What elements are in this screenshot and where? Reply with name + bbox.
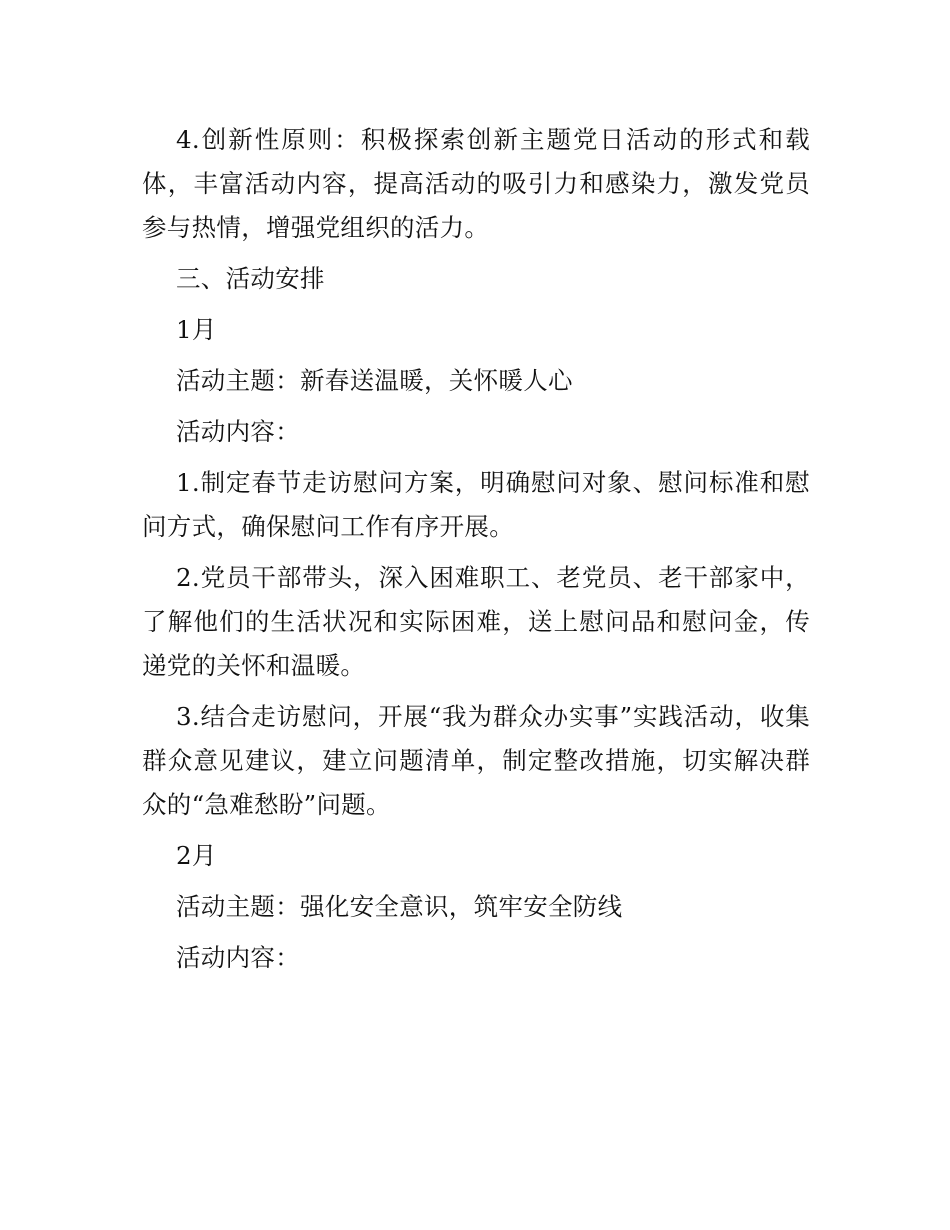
- month-heading-january: 1月: [176, 315, 217, 344]
- january-activity-theme: 活动主题：新春送温暖，关怀暖人心: [176, 366, 573, 395]
- document-body: [142, 118, 810, 980]
- january-item-3: 3.结合走访慰问，开展“我为群众办实事”实践活动，收集群众意见建议，建立问题清单，制定整改措施，切实解决群众的“急难愁盼”问题。: [142, 702, 810, 819]
- january-item-2: 2.党员干部带头，深入困难职工、老党员、老干部家中，了解他们的生活状况和实际困难，送上慰问品和慰问金，传递党的关怀和温暖。: [142, 563, 810, 680]
- january-activity-content-label: 活动内容：: [176, 417, 300, 446]
- month-heading-february: 2月: [176, 841, 217, 870]
- principle-4-paragraph: 4.创新性原则：积极探索创新主题党日活动的形式和载体，丰富活动内容，提高活动的吸引力和感染力，激发党员参与热情，增强党组织的活力。: [142, 125, 810, 242]
- february-activity-theme: 活动主题：强化安全意识，筑牢安全防线: [176, 892, 623, 921]
- january-item-1: 1.制定春节走访慰问方案，明确慰问对象、慰问标准和慰问方式，确保慰问工作有序开展。: [142, 468, 810, 541]
- section-heading-activity-arrangement: 三、活动安排: [176, 264, 325, 293]
- february-activity-content-label: 活动内容：: [176, 943, 300, 972]
